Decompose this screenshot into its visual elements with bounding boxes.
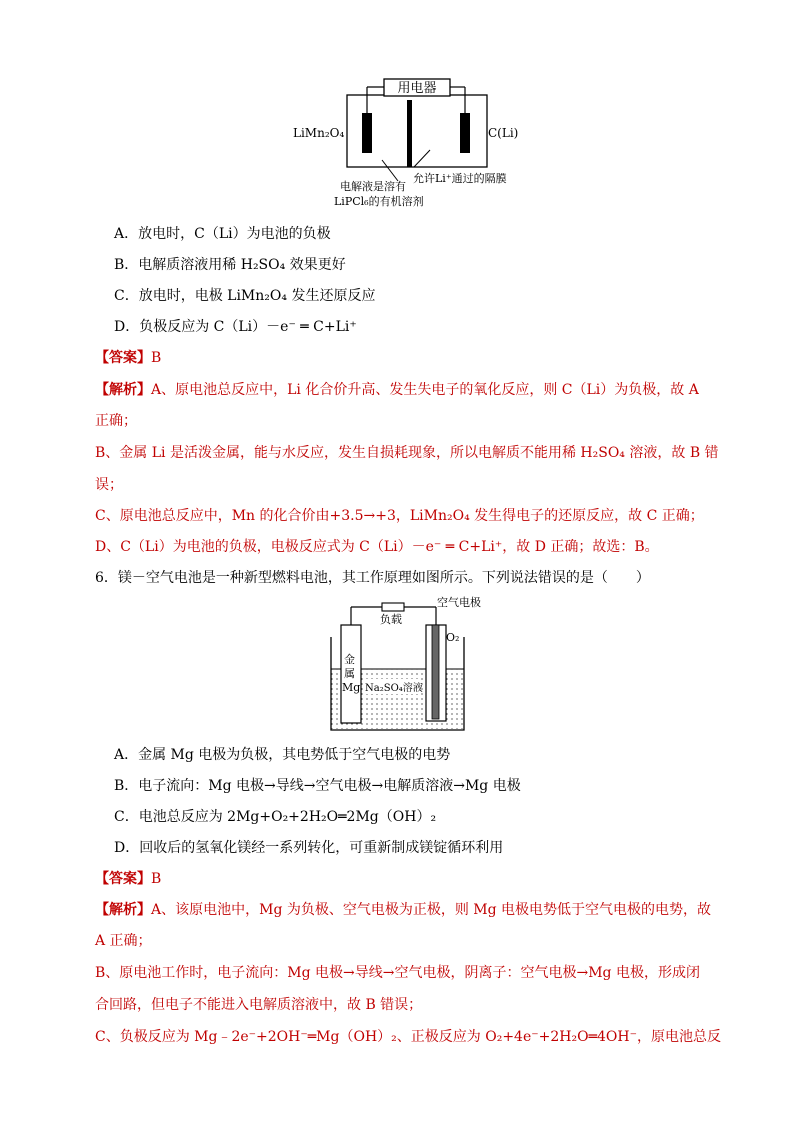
analysis-label: 【解析】 bbox=[95, 382, 151, 398]
left-electrode bbox=[362, 113, 372, 153]
q6-answer bbox=[95, 869, 161, 889]
q5-analysis-1: 【解析】A、原电池总反应中，Li 化合价升高、发生失电子的氧化反应，则 C（Li）为负极，故 A bbox=[95, 382, 699, 398]
o2-label: O₂ bbox=[446, 631, 460, 644]
right-electrode-label: C(Li) bbox=[488, 126, 519, 140]
q6-analysis-1: 【解析】A、该原电池中，Mg 为负极、空气电极为正极，则 Mg 电极电势低于空气电极的电势，故 bbox=[95, 902, 712, 918]
q5-option-a: A．放电时，C（Li）为电池的负极 bbox=[114, 226, 331, 242]
load-label: 负载 bbox=[380, 613, 402, 626]
q6-analysis-5: C、负极反应为 Mg﹣2e⁻+2OH⁻═Mg（OH）₂、正极反应为 O₂+4e⁻+2H₂O═4OH⁻，原电池总反 bbox=[95, 1029, 721, 1045]
q6-option-c: C．电池总反应为 2Mg+O₂+2H₂O═2Mg（OH）₂ bbox=[114, 809, 437, 825]
electrolyte-label-1: 电解液是溶有 bbox=[340, 180, 406, 193]
mg-air-battery-diagram bbox=[330, 596, 481, 735]
answer-value: B bbox=[151, 871, 162, 887]
answer-label: 【答案】 bbox=[95, 350, 151, 366]
metal-label-1: 金 bbox=[344, 653, 355, 666]
membrane-label: 允许Li⁺通过的隔膜 bbox=[413, 172, 507, 185]
q5-analysis-6: D、C（Li）为电池的负极，电极反应式为 C（Li）－e⁻ ═ C+Li⁺，故 D 正确；故选：B。 bbox=[95, 539, 659, 555]
q5-analysis-2: 正确； bbox=[95, 413, 137, 429]
air-electrode-inner bbox=[432, 625, 439, 719]
metal-label-2: 属 bbox=[344, 667, 355, 680]
answer-label: 【答案】 bbox=[95, 871, 151, 887]
li-battery-diagram bbox=[290, 75, 530, 210]
q5-analysis-4: 误； bbox=[95, 477, 123, 493]
metal-label-3: Mg bbox=[342, 681, 361, 694]
q6-option-a: A．金属 Mg 电极为负极，其电势低于空气电极的电势 bbox=[114, 747, 451, 763]
q6-option-d: D．回收后的氢氧化镁经一系列转化，可重新制成镁锭循环利用 bbox=[114, 840, 504, 856]
q5-option-c: C．放电时，电极 LiMn₂O₄ 发生还原反应 bbox=[114, 288, 376, 304]
analysis-label: 【解析】 bbox=[95, 902, 151, 918]
q5-analysis-5: C、原电池总反应中，Mn 的化合价由+3.5→+3，LiMn₂O₄ 发生得电子的还原反应，故 C 正确； bbox=[95, 508, 704, 524]
q6-analysis-4: 合回路，但电子不能进入电解质溶液中，故 B 错误； bbox=[95, 997, 423, 1013]
air-electrode-label: 空气电极 bbox=[437, 596, 481, 609]
right-electrode bbox=[460, 113, 470, 153]
answer-value: B bbox=[151, 350, 162, 366]
q5-option-d: D．负极反应为 C（Li）－e⁻ ═ C+Li⁺ bbox=[114, 319, 357, 335]
device-label: 用电器 bbox=[397, 81, 437, 96]
q5-answer bbox=[95, 348, 161, 368]
q6-analysis-2: A 正确； bbox=[95, 933, 152, 949]
q6-stem: 6．镁－空气电池是一种新型燃料电池，其工作原理如图所示。下列说法错误的是（ ） bbox=[95, 570, 650, 586]
q6-option-b: B．电子流向：Mg 电极→导线→空气电极→电解质溶液→Mg 电极 bbox=[114, 778, 521, 794]
electrolyte-label-2: LiPCl₆的有机溶剂 bbox=[334, 195, 424, 208]
separator-membrane bbox=[407, 100, 412, 167]
load-resistor bbox=[382, 603, 404, 611]
q6-analysis-3: B、原电池工作时，电子流向：Mg 电极→导线→空气电极，阴离子：空气电极→Mg 电极，形成闭 bbox=[95, 965, 700, 981]
left-electrode-label: LiMn₂O₄ bbox=[293, 126, 345, 140]
solution-label: Na₂SO₄溶液 bbox=[365, 683, 423, 694]
q5-analysis-3: B、金属 Li 是活泼金属，能与水反应，发生自损耗现象，所以电解质不能用稀 H₂SO₄ 溶液，故 B 错 bbox=[95, 445, 719, 461]
q5-option-b: B．电解质溶液用稀 H₂SO₄ 效果更好 bbox=[114, 257, 346, 273]
